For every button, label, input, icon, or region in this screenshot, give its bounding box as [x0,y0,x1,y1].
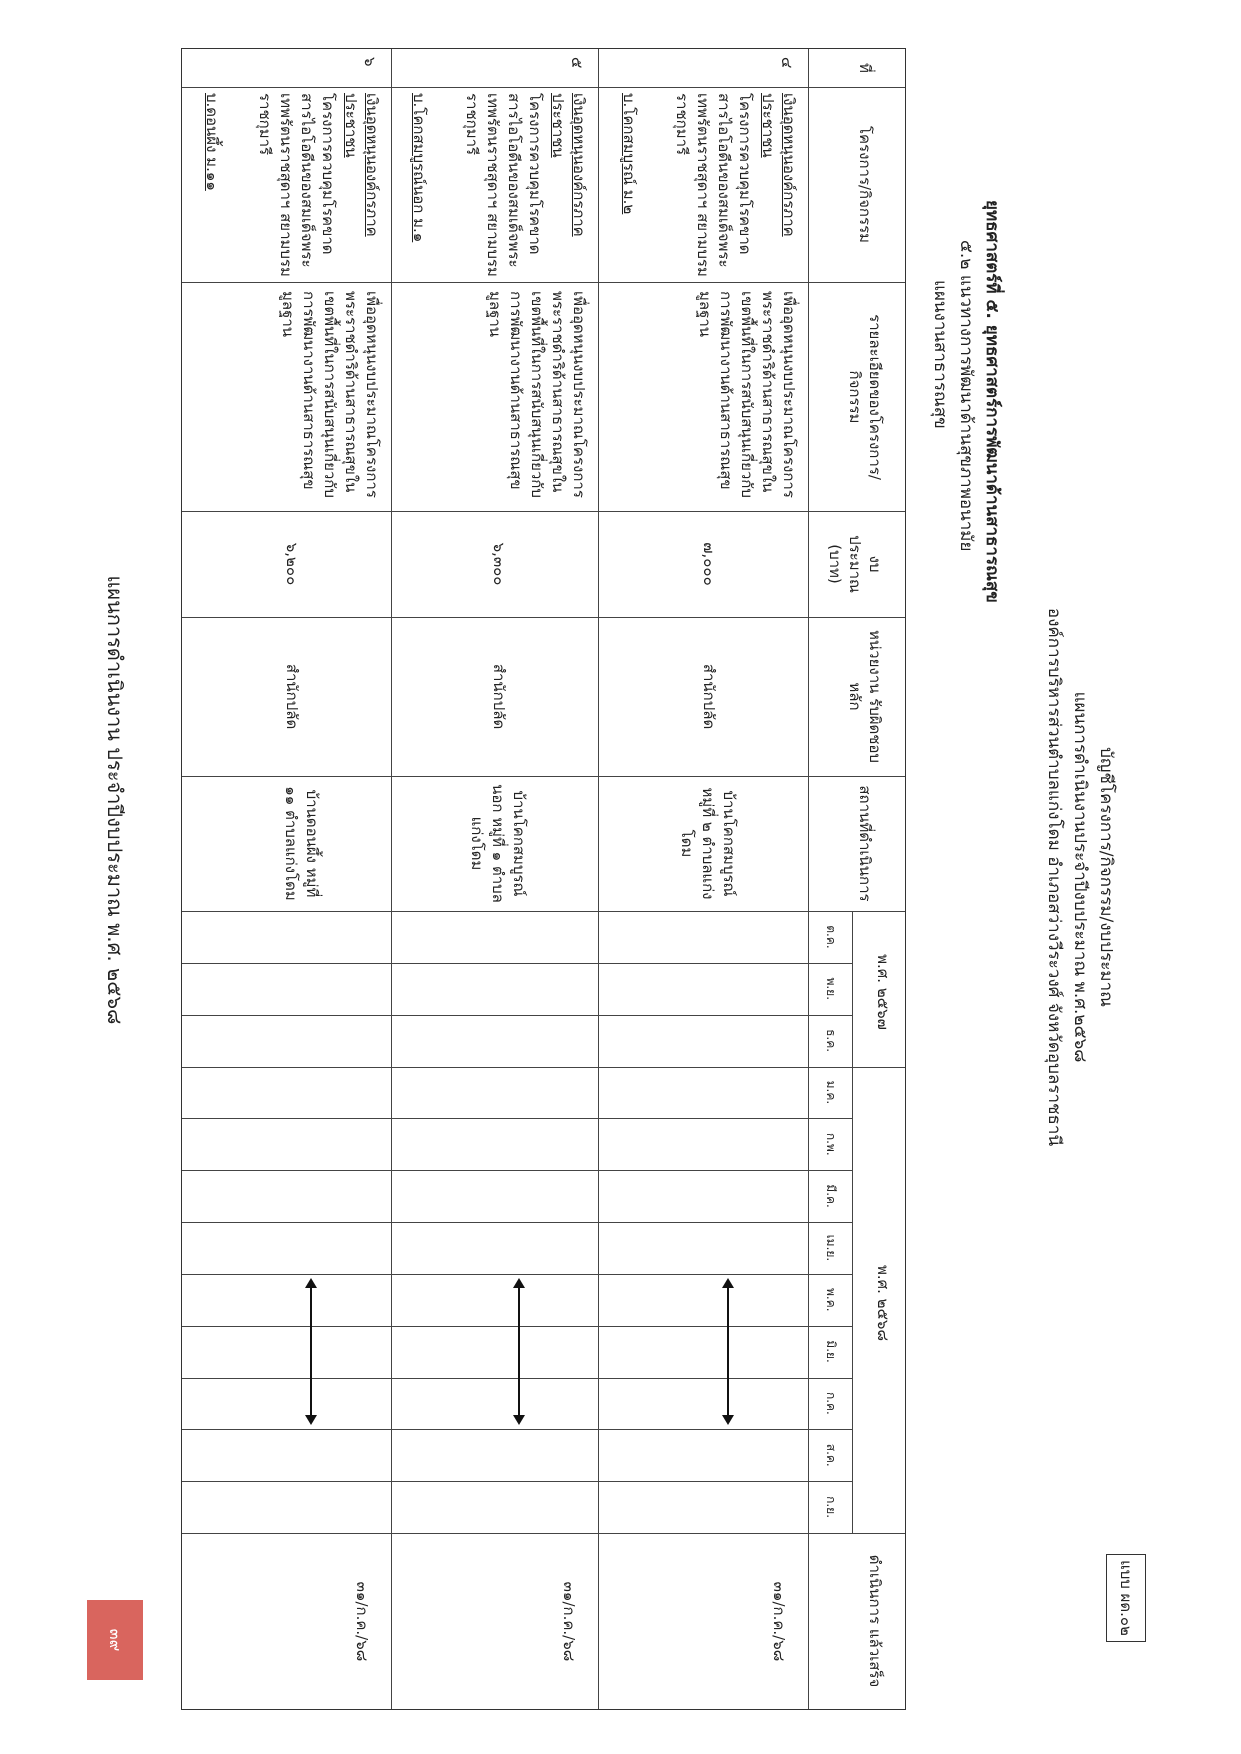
header-agency: หน่วยงาน รับผิดชอบหลัก [846,630,884,763]
budget-amount: ๗,๐๐๐ [700,542,718,586]
header-detail: รายละเอียดของโครงการ/ กิจกรรม [846,314,884,480]
period-arrow-line [727,1286,729,1418]
title-line-3: องค์การบริหารส่วนตำบลแก่งโดม อำเภอสว่างวีระวงศ์ จังหวัดอุบลราชธานี [1044,607,1064,1147]
month-header: มิ.ย. [824,1340,838,1363]
project-village: บ.โคกสมบูรณ์นอก ม.๑ [410,93,428,243]
arrow-start-icon [513,1278,525,1288]
arrow-end-icon [305,1415,317,1425]
project-description: โครงการควบคุมโรคขาดสารไอโอดีนของสมเด็จพระเทพรัตนราชสุดาฯ สยามบรมราชกุมารี [256,93,337,277]
header-year2: พ.ศ. ๒๕๖๘ [874,1264,892,1342]
project-detail: เพื่ออุดหนุนงบประมาณโครงการพระราชดำริด้านสาธารณสุขในเขตพื้นที่ในการสนับสนุนเกี่ยวกับการพัฒนางานด้านสาธารณสุขมูลฐาน [279,291,381,498]
header-done: ดำเนินการ แล้วเสร็จ [866,1554,884,1688]
strategy-line-2: ๕.๒ แนวทางการพัฒนาด้านสุขภาพอนามัย [956,240,976,552]
location: บ้านดอนผึ้ง หมู่ที่ ๑๑ ตำบลแก่งโดม [282,786,321,901]
strategy-line-3: แผนงานสาธารณสุข [930,280,950,429]
plan-table [181,48,906,1710]
agency: สำนักปลัด [283,663,301,730]
month-header: พ.ย. [824,977,838,1001]
month-header: ก.พ. [824,1132,838,1156]
month-header: ม.ค. [824,1080,838,1105]
period-arrow-line [310,1286,312,1418]
budget-amount: ๖,๒๐๐ [283,542,301,586]
completion-date: ๓๑/ก.ค./๖๘ [560,1581,578,1662]
month-header: ต.ค. [824,925,838,949]
title-line-1: บัญชีโครงการ/กิจกรรม/งบประมาณ [1096,747,1116,1007]
header-location: สถานที่ดำเนินการ [856,785,874,902]
location: บ้านโคกสมบูรณ์นอก หมู่ที่ ๑ ตำบลแก่งโดม [468,784,528,903]
completion-date: ๓๑/ก.ค./๖๘ [353,1581,371,1662]
agency: สำนักปลัด [700,663,718,730]
strategy-line-1: ยุทธศาสตร์ที่ ๕. ยุทธศาสตร์การพัฒนาด้านสาธารณสุข [982,200,1002,603]
project-description: โครงการควบคุมโรคขาดสารไอโอดีนของสมเด็จพระเทพรัตนราชสุดาฯ สยามบรมราชกุมารี [463,93,544,277]
document-titles [1041,0,1119,1754]
month-header: ก.ค. [824,1391,838,1415]
row-number: ๕ [568,57,586,69]
page-number-badge [87,1600,143,1680]
header-year1: พ.ศ. ๒๕๖๗ [874,954,892,1030]
completion-date: ๓๑/ก.ค./๖๘ [770,1581,788,1662]
title-line-2: แผนการดำเนินงานประจำปีงบประมาณ พ.ศ.๒๕๖๘ [1070,691,1090,1063]
month-header: ส.ค. [824,1443,838,1467]
project-title: เงินอุดหนุนองค์กรภาคประชาชน [342,93,381,237]
arrow-start-icon [722,1278,734,1288]
agency: สำนักปลัด [490,663,508,730]
arrow-end-icon [513,1415,525,1425]
page-footer: แผนการดำเนินงาน ประจำปีงบประมาณ พ.ศ. ๒๕๖๘ [103,575,127,1025]
project-description: โครงการควบคุมโรคขาดสารไอโอดีนของสมเด็จพระเทพรัตนราชสุดาฯ สยามบรมราชกุมารี [673,93,754,277]
header-project: โครงการ/กิจกรรม [856,125,874,244]
row-number: ๖ [361,57,379,67]
header-no: ที่ [856,63,874,73]
month-header: มี.ค. [824,1184,838,1208]
project-title: เงินอุดหนุนองค์กรภาคประชาชน [759,93,798,237]
month-header: เม.ย. [824,1234,838,1262]
project-detail: เพื่ออุดหนุนงบประมาณโครงการพระราชดำริด้านสาธารณสุขในเขตพื้นที่ในการสนับสนุนเกี่ยวกับการพัฒนางานด้านสาธารณสุขมูลฐาน [696,291,798,498]
budget-amount: ๖,๓๐๐ [490,542,508,586]
month-header: ธ.ค. [824,1029,838,1053]
arrow-start-icon [305,1278,317,1288]
project-detail: เพื่ออุดหนุนงบประมาณโครงการพระราชดำริด้านสาธารณสุขในเขตพื้นที่ในการสนับสนุนเกี่ยวกับการพัฒนางานด้านสาธารณสุขมูลฐาน [486,291,588,498]
arrow-end-icon [722,1415,734,1425]
month-header: พ.ค. [824,1287,838,1312]
project-village: บ.โคกสมบูรณ์ ม.๒ [620,93,638,215]
strategy-heading [927,200,1005,900]
period-arrow-line [518,1286,520,1418]
project-village: บ.ดอนผึ้ง ม.๑๑ [203,93,221,191]
row-number: ๔ [778,57,796,69]
location: บ้านโคกสมบูรณ์ หมู่ที่ ๒ ตำบลแก่งโดม [678,787,738,900]
header-budget: งบประมาณ (บาท) [826,535,884,593]
project-title: เงินอุดหนุนองค์กรภาคประชาชน [549,93,588,237]
month-header: ก.ย. [824,1496,838,1519]
page-number: ๓๙ [106,1628,126,1652]
form-code: แบบ ผด.๐๒ [1117,1560,1135,1636]
